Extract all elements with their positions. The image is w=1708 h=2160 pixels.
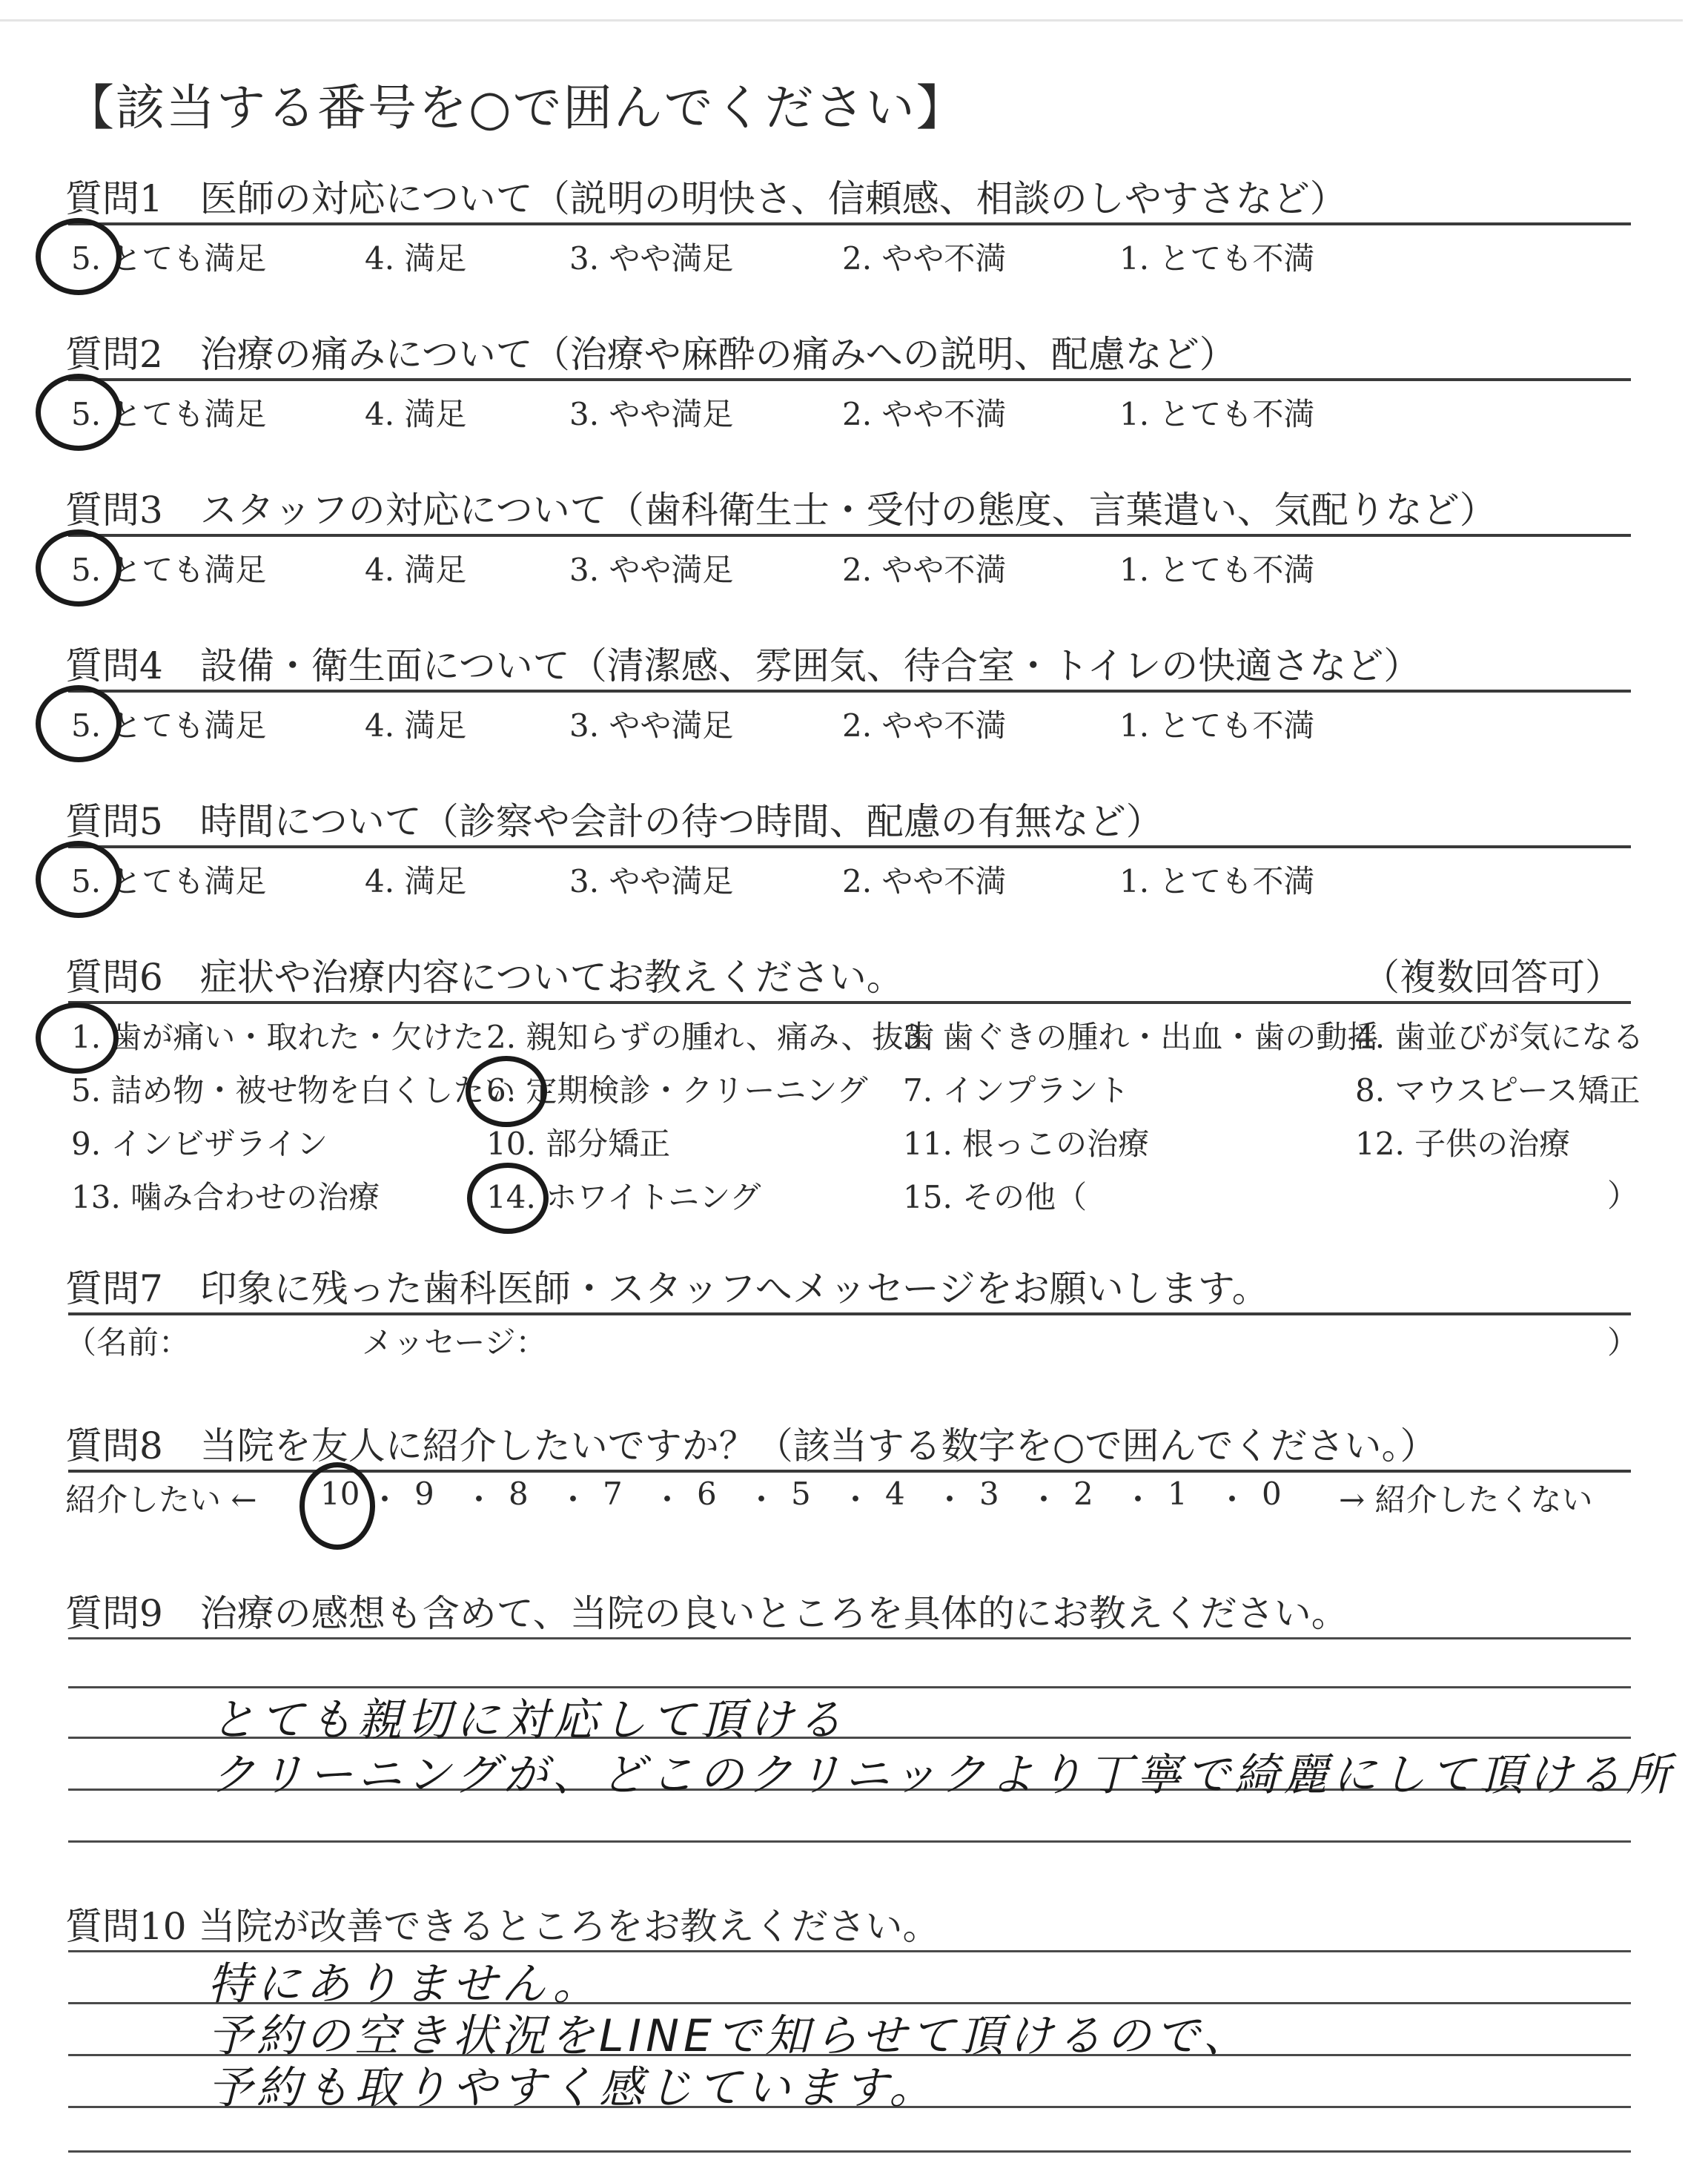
q1-title: 質問1 医師の対応について（説明の明快さ、信頼感、相談のしやすさなど） [65,177,1347,220]
q6-selection-circle-14 [467,1163,549,1234]
q8-separator: ・ [369,1482,401,1518]
q1-selection-circle [36,218,122,295]
q2-option-3[interactable]: 3. やや満足 [569,396,734,432]
q6-option-2[interactable]: 2. 親知らずの腫れ、痛み、抜歯 [486,1019,935,1055]
q1-option-3[interactable]: 3. やや満足 [569,240,734,277]
q8-separator: ・ [1122,1482,1154,1518]
q6-selection-circle-6 [466,1056,547,1127]
q6-option-12[interactable]: 12. 子供の治療 [1355,1126,1571,1162]
q8-value-8[interactable]: 8 [509,1476,529,1512]
q6-option-15[interactable]: 15. その他（ [903,1179,1088,1215]
q8-value-10[interactable]: 10 [320,1476,360,1512]
q3-selection-circle [36,529,122,607]
q7-message-label: メッセージ： [362,1324,547,1361]
q6-close-paren: ） [1607,1178,1639,1214]
q8-separator: ・ [1028,1482,1060,1518]
q3-rule [68,534,1631,537]
q5-option-1[interactable]: 1. とても不満 [1119,863,1315,899]
q8-rule [68,1470,1631,1473]
q6-option-3[interactable]: 3. 歯ぐきの腫れ・出血・歯の動揺 [903,1019,1379,1055]
q5-rule [68,845,1631,848]
q6-option-9[interactable]: 9. インビザライン [71,1126,328,1162]
q7-title: 質問7 印象に残った歯科医師・スタッフへメッセージをお願いします。 [65,1267,1269,1310]
q8-value-5[interactable]: 5 [791,1476,811,1512]
form-header: 【該当する番号を○で囲んでください】 [65,79,967,136]
q7-close-paren: ） [1607,1324,1639,1361]
q3-option-5[interactable]: 5. とても満足 [71,552,267,588]
q2-selection-circle [36,374,122,451]
q6-title: 質問6 症状や治療内容についてお教えください。 [65,956,904,999]
q6-rule [68,1001,1631,1004]
q1-option-2[interactable]: 2. やや不満 [842,240,1007,277]
q2-option-1[interactable]: 1. とても不満 [1119,396,1315,432]
q6-option-7[interactable]: 7. インプラント [903,1072,1130,1109]
q1-rule [68,222,1631,225]
q5-title: 質問5 時間について（診察や会計の待つ時間、配慮の有無など） [65,800,1163,843]
q8-separator: ・ [840,1482,872,1518]
q8-value-9[interactable]: 9 [414,1476,434,1512]
q4-selection-circle [36,685,122,762]
q4-option-2[interactable]: 2. やや不満 [842,707,1007,744]
q1-option-1[interactable]: 1. とても不満 [1119,240,1315,277]
q8-separator: ・ [934,1482,966,1518]
q8-value-1[interactable]: 1 [1168,1476,1188,1512]
q6-option-5[interactable]: 5. 詰め物・被せ物を白くしたい [71,1072,516,1109]
q10-answer-line-2: 予約の空き状況をLINEで知らせて頂けるので、 [208,2010,1252,2062]
q6-option-8[interactable]: 8. マウスピース矯正 [1355,1072,1641,1109]
q4-option-5[interactable]: 5. とても満足 [71,707,267,744]
q8-left-label: 紹介したい ← [65,1482,257,1518]
q6-option-1[interactable]: 1. 歯が痛い・取れた・欠けた [71,1019,485,1055]
q4-option-4[interactable]: 4. 満足 [365,707,467,744]
q8-value-6[interactable]: 6 [697,1476,717,1512]
q8-value-0[interactable]: 0 [1262,1476,1282,1512]
q10-rule-5 [68,2150,1631,2153]
q4-title: 質問4 設備・衛生面について（清潔感、雰囲気、待合室・トイレの快適さなど） [65,644,1421,687]
q9-answer-line-1: とても親切に対応して頂ける [211,1694,847,1746]
q10-answer-line-1: 特にありません。 [208,1958,602,2010]
q3-option-2[interactable]: 2. やや不満 [842,552,1007,588]
q4-option-1[interactable]: 1. とても不満 [1119,707,1315,744]
q5-option-2[interactable]: 2. やや不満 [842,863,1007,899]
q8-separator: ・ [1217,1482,1248,1518]
q8-title: 質問8 当院を友人に紹介したいですか？（該当する数字を○で囲んでください。） [65,1424,1437,1467]
q8-selection-circle [299,1462,375,1550]
q5-selection-circle [36,841,122,918]
q9-rule-5 [68,1840,1631,1843]
q3-option-4[interactable]: 4. 満足 [365,552,467,588]
q6-note: （複数回答可） [1363,956,1622,999]
q8-separator: ・ [746,1482,778,1518]
q2-title: 質問2 治療の痛みについて（治療や麻酔の痛みへの説明、配慮など） [65,333,1237,376]
q6-option-13[interactable]: 13. 噛み合わせの治療 [71,1179,380,1215]
q6-option-4[interactable]: 4. 歯並びが気になる [1355,1019,1644,1055]
q10-title: 質問10 当院が改善できるところをお教えください。 [65,1905,940,1948]
q3-option-1[interactable]: 1. とても不満 [1119,552,1315,588]
q5-option-4[interactable]: 4. 満足 [365,863,467,899]
q3-option-3[interactable]: 3. やや満足 [569,552,734,588]
q6-option-6[interactable]: 6. 定期検診・クリーニング [486,1072,868,1109]
q6-option-11[interactable]: 11. 根っこの治療 [903,1126,1150,1162]
q4-rule [68,690,1631,693]
q6-selection-circle-1 [36,1003,119,1074]
q8-value-7[interactable]: 7 [603,1476,623,1512]
q8-right-label: → 紹介したくない [1339,1482,1593,1518]
q8-value-2[interactable]: 2 [1073,1476,1093,1512]
q4-option-3[interactable]: 3. やや満足 [569,707,734,744]
q7-name-label: （名前： [65,1324,191,1361]
q8-value-3[interactable]: 3 [979,1476,999,1512]
q5-option-5[interactable]: 5. とても満足 [71,863,267,899]
q8-separator: ・ [463,1482,495,1518]
q8-separator: ・ [652,1482,683,1518]
q9-answer-line-2: クリーニングが、どこのクリニックより丁寧で綺麗にして頂ける所 [211,1749,1675,1801]
q2-rule [68,378,1631,381]
q2-option-4[interactable]: 4. 満足 [365,396,467,432]
scan-top-edge [0,19,1683,22]
q6-option-14[interactable]: 14. ホワイトニング [486,1179,761,1215]
q1-option-4[interactable]: 4. 満足 [365,240,467,277]
q9-rule-1 [68,1637,1631,1639]
q3-title: 質問3 スタッフの対応について（歯科衛生士・受付の態度、言葉遣い、気配りなど） [65,489,1497,532]
q2-option-5[interactable]: 5. とても満足 [71,396,267,432]
q9-title: 質問9 治療の感想も含めて、当院の良いところを具体的にお教えください。 [65,1592,1348,1635]
q8-separator: ・ [557,1482,589,1518]
q7-rule [68,1312,1631,1315]
q10-answer-line-3: 予約も取りやすく感じています。 [208,2062,939,2114]
q8-value-4[interactable]: 4 [885,1476,905,1512]
q1-option-5[interactable]: 5. とても満足 [71,240,267,277]
q5-option-3[interactable]: 3. やや満足 [569,863,734,899]
q2-option-2[interactable]: 2. やや不満 [842,396,1007,432]
q6-option-10[interactable]: 10. 部分矯正 [486,1126,671,1162]
